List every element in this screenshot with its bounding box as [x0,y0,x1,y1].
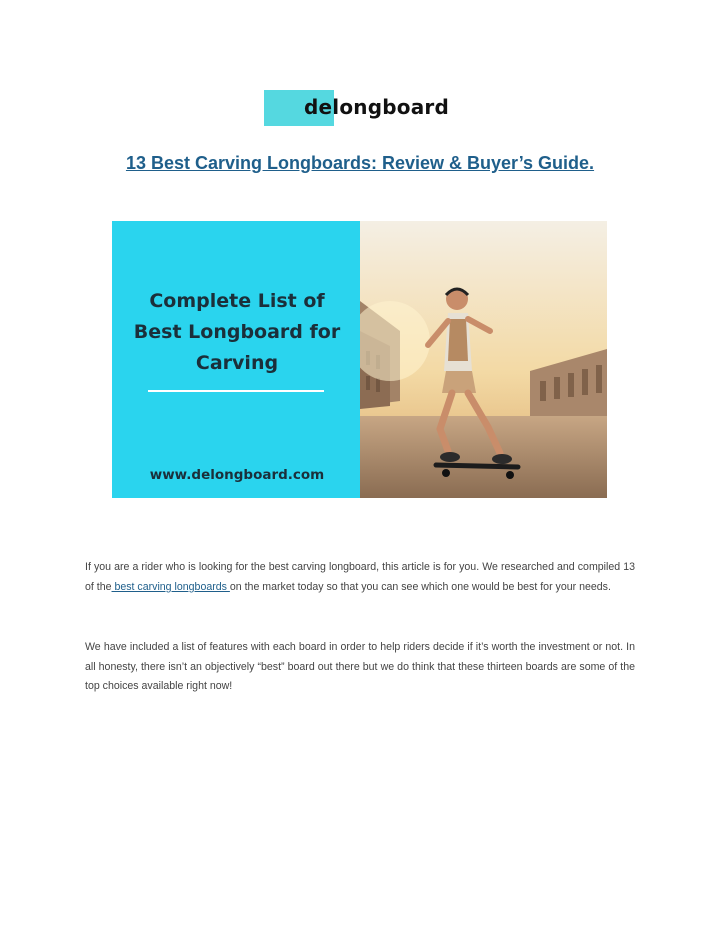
intro-paragraph [85,558,635,597]
hero-image [112,221,607,498]
article-title[interactable]: 13 Best Carving Longboards: Review & Buyer’s Guide. [125,153,595,173]
intro-text-after: on the market today so that you can see which one would be best for your needs. [229,580,611,593]
logo-text: delongboard [304,95,449,119]
hero-text-panel [112,221,362,498]
intro-text-before: If you are a rider who is looking for the best carving longboard, this article is for you. We researched and compiled 13 of the [85,561,635,593]
hero-heading-line: Carving [195,352,279,374]
hero-divider [148,390,324,392]
best-carving-longboards-link[interactable]: best carving longboards [111,580,230,593]
hero-heading-line: Best Longboard for [133,321,341,343]
hero-heading-line: Complete List of [149,290,325,312]
hero-heading [112,286,362,379]
hero-url: www.delongboard.com [149,467,325,483]
features-paragraph: We have included a list of features with each board in order to help riders decide if it’s worth the investment or not. In all honesty, there isn’t an objectively “best” board out there but we do think that these thirteen boards are some of the top choices available right now! [85,641,635,692]
site-logo[interactable] [264,90,464,126]
skater-photo [360,221,607,498]
